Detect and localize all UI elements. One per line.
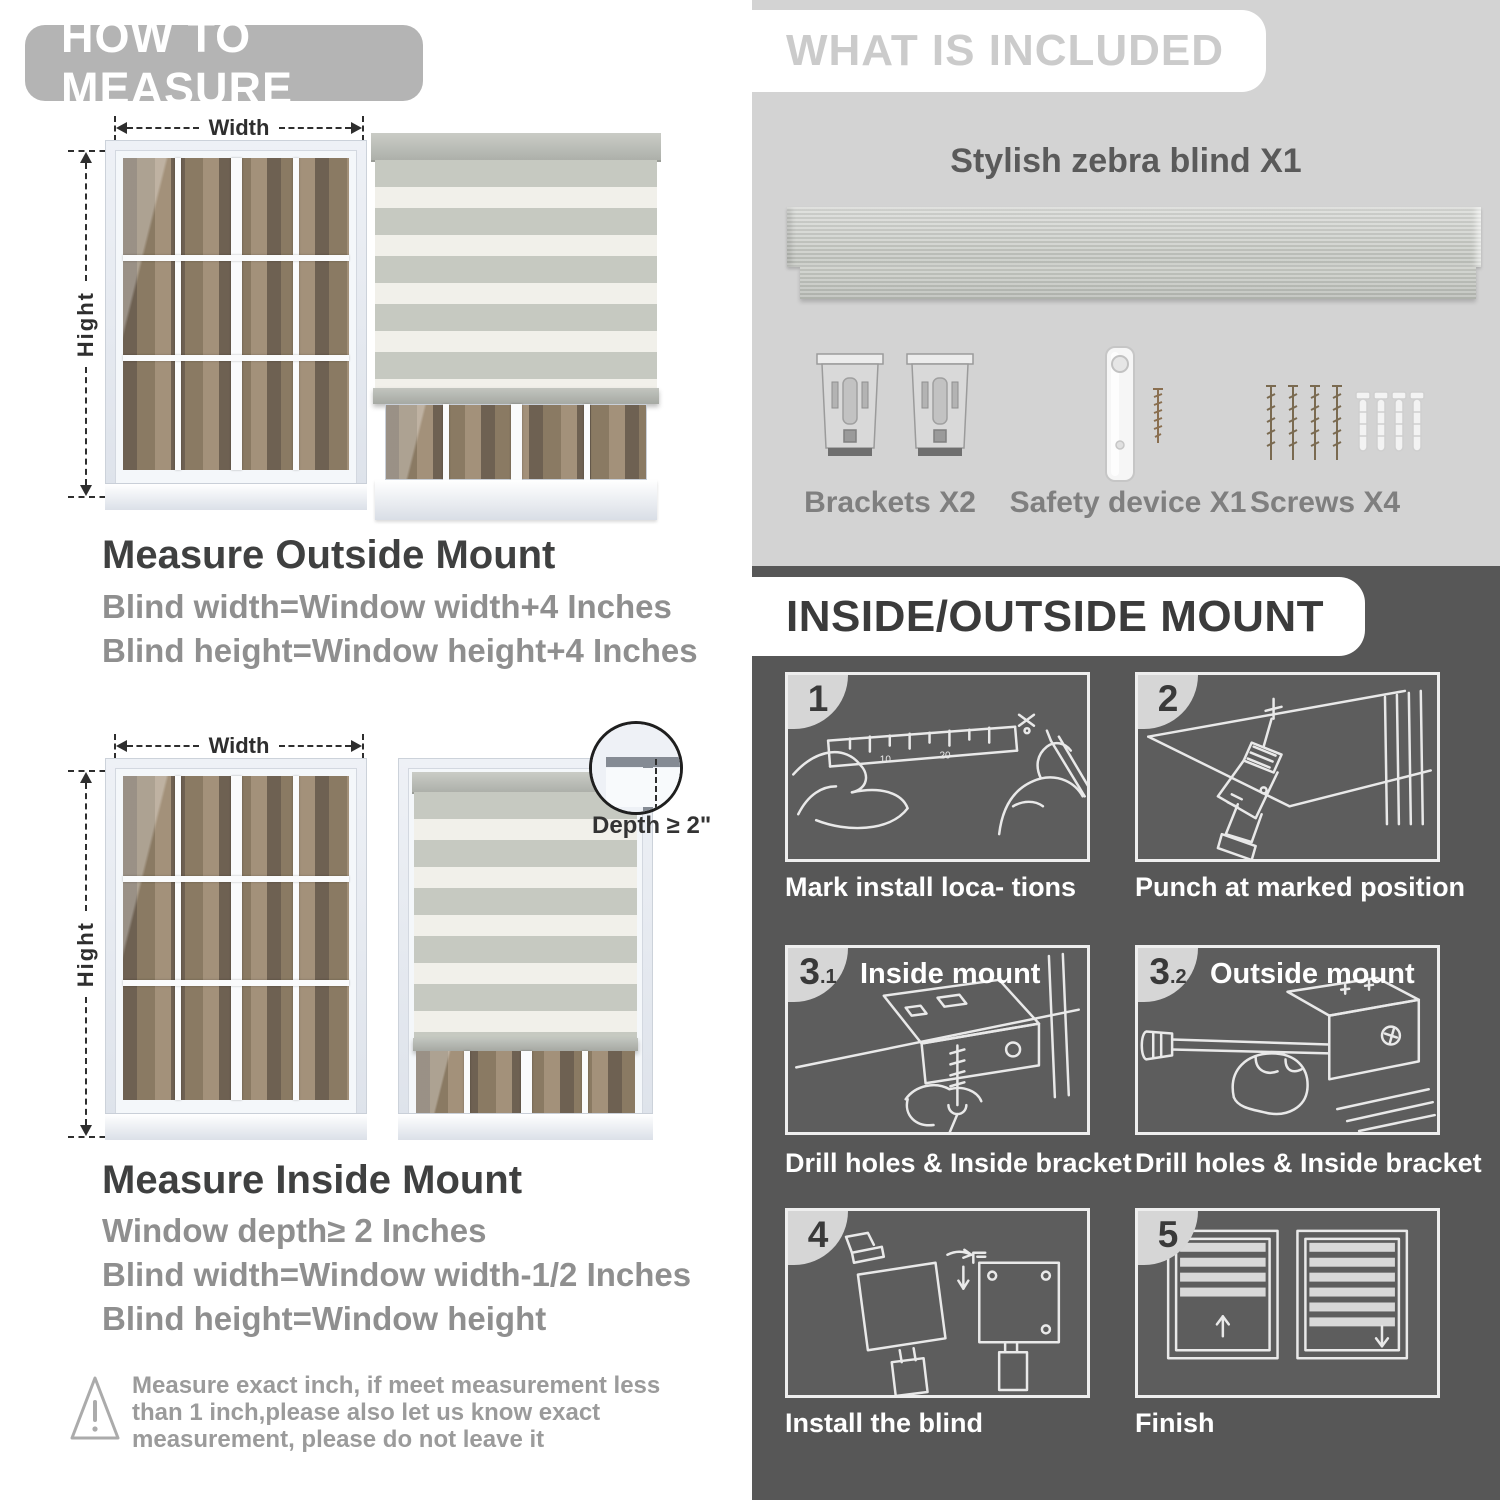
window-glass-below-blind bbox=[416, 1051, 635, 1113]
step-badge: 1 bbox=[788, 675, 848, 729]
note-line-3: measurement, please do not leave it bbox=[132, 1426, 545, 1453]
arrow-left-icon bbox=[116, 740, 127, 752]
muntin bbox=[443, 404, 449, 480]
step-5-caption: Finish bbox=[1135, 1408, 1215, 1438]
muntin bbox=[293, 776, 299, 1100]
svg-text:20: 20 bbox=[939, 750, 951, 762]
window-glass bbox=[123, 158, 349, 470]
window-sill bbox=[105, 484, 367, 510]
brackets-label: Brackets X2 bbox=[804, 486, 976, 519]
brackets-illustration bbox=[814, 350, 976, 466]
width-label: Width bbox=[208, 115, 270, 140]
muntin bbox=[293, 158, 299, 470]
step-5-box bbox=[1135, 1208, 1440, 1398]
center-stile bbox=[231, 158, 242, 470]
step-3-2-caption: Drill holes & Inside bracket bbox=[1135, 1148, 1482, 1178]
muntin bbox=[584, 404, 590, 480]
frame-inner bbox=[606, 768, 680, 807]
outside-width-formula: Blind width=Window width+4 Inches bbox=[102, 588, 672, 625]
blind-bottom-rail bbox=[413, 1038, 638, 1051]
step-2-box bbox=[1135, 672, 1440, 862]
step-4-caption: Install the blind bbox=[785, 1408, 984, 1438]
muntin bbox=[123, 355, 349, 361]
inside-outside-mount-title: INSIDE/OUTSIDE MOUNT bbox=[786, 591, 1325, 641]
height-arrow-inside bbox=[73, 772, 98, 1136]
width-label: Width bbox=[208, 733, 270, 758]
width-arrow-inside bbox=[116, 733, 362, 758]
muntin bbox=[175, 776, 181, 1100]
screws-label: Screws X4 bbox=[1249, 486, 1401, 519]
arrow-right-icon bbox=[351, 740, 362, 752]
window-sill bbox=[105, 1114, 367, 1140]
height-arrow-outside bbox=[73, 152, 98, 496]
zebra-blind-headrail bbox=[787, 207, 1481, 267]
muntin bbox=[123, 980, 349, 986]
step-3-1-title: Inside mount bbox=[860, 958, 1041, 990]
step-badge: 2 bbox=[1138, 675, 1198, 729]
muntin bbox=[123, 255, 349, 261]
blind-illustration-outside bbox=[375, 133, 657, 520]
window-sill bbox=[398, 1114, 653, 1140]
outside-mount-title: Measure Outside Mount bbox=[102, 533, 556, 577]
blind-fabric-stripes bbox=[375, 160, 657, 388]
safety-device-label: Safety device X1 bbox=[1009, 486, 1247, 519]
what-is-included-title: WHAT IS INCLUDED bbox=[786, 26, 1225, 75]
zebra-blind-fabric-roll bbox=[800, 267, 1476, 299]
muntin bbox=[175, 158, 181, 470]
step-badge: 4 bbox=[788, 1211, 848, 1265]
height-label: Hight bbox=[73, 290, 98, 358]
center-stile bbox=[511, 404, 522, 480]
window-sill bbox=[375, 480, 657, 520]
arrow-up-icon bbox=[80, 772, 92, 783]
step-badge: 3 .2 bbox=[1138, 948, 1198, 1002]
what-is-included-header bbox=[752, 10, 1266, 92]
inside-depth-formula: Window depth≥ 2 Inches bbox=[102, 1212, 487, 1249]
inside-height-formula: Blind height=Window height bbox=[102, 1300, 547, 1337]
step-1-caption: Mark install loca- tions bbox=[785, 872, 1077, 902]
blind-bottom-rail bbox=[373, 388, 659, 404]
depth-callout-circle bbox=[589, 721, 683, 815]
step-3-1-box bbox=[785, 945, 1090, 1135]
center-stile bbox=[231, 776, 242, 1100]
how-to-measure-header bbox=[25, 11, 423, 114]
step-4-box bbox=[785, 1208, 1090, 1398]
window-illustration-inside bbox=[105, 758, 367, 1140]
arrow-down-icon bbox=[80, 1125, 92, 1136]
step-3-1-caption: Drill holes & Inside bracket bbox=[785, 1148, 1132, 1178]
svg-text:10: 10 bbox=[879, 754, 891, 766]
inside-mount-title: Measure Inside Mount bbox=[102, 1158, 523, 1202]
inside-width-formula: Blind width=Window width-1/2 Inches bbox=[102, 1256, 692, 1293]
step-badge: 3 .1 bbox=[788, 948, 848, 1002]
note-line-1: Measure exact inch, if meet measurement less bbox=[132, 1372, 661, 1399]
width-arrow-outside bbox=[116, 115, 362, 140]
window-illustration-outside bbox=[105, 140, 367, 510]
step-3-2-box bbox=[1135, 945, 1440, 1135]
note-line-2: than 1 inch,please also let us know exact bbox=[132, 1399, 601, 1426]
inside-outside-mount-header bbox=[752, 577, 1365, 656]
height-label: Hight bbox=[73, 920, 98, 988]
muntin bbox=[582, 1051, 588, 1113]
muntin bbox=[123, 876, 349, 882]
safety-device-illustration bbox=[1096, 345, 1176, 487]
warning-triangle-icon bbox=[68, 1372, 122, 1444]
window-glass bbox=[123, 776, 349, 1100]
zebra-blind-label: Stylish zebra blind X1 bbox=[950, 142, 1302, 180]
step-badge: 5 bbox=[1138, 1211, 1198, 1265]
arrow-down-icon bbox=[80, 485, 92, 496]
center-stile bbox=[521, 1051, 532, 1113]
depth-label: Depth ≥ 2" bbox=[592, 812, 712, 839]
muntin bbox=[464, 1051, 470, 1113]
depth-dashed-line bbox=[655, 759, 657, 810]
step-3-2-title: Outside mount bbox=[1210, 958, 1415, 990]
step-2-caption: Punch at marked position bbox=[1135, 872, 1466, 902]
blind-cassette bbox=[371, 133, 661, 162]
step-1-box bbox=[785, 672, 1090, 862]
how-to-measure-title: HOW TO MEASURE bbox=[61, 11, 294, 114]
screws-illustration bbox=[1258, 378, 1428, 470]
outside-height-formula: Blind height=Window height+4 Inches bbox=[102, 632, 698, 669]
window-glass-below-blind bbox=[385, 404, 647, 480]
arrow-right-icon bbox=[351, 122, 362, 134]
arrow-up-icon bbox=[80, 152, 92, 163]
arrow-left-icon bbox=[116, 122, 127, 134]
